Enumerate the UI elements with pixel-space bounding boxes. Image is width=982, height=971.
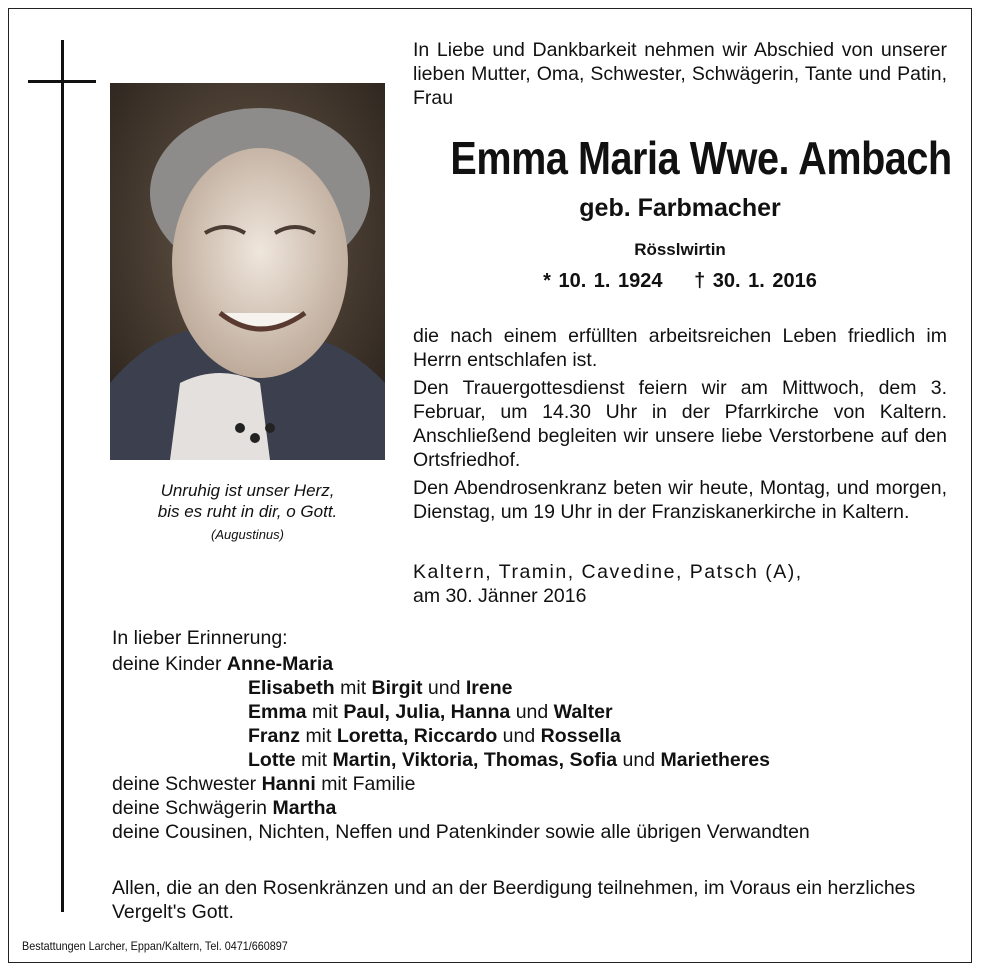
quote-line-2: bis es ruht in dir, o Gott. xyxy=(157,502,338,521)
sister-in-law-label: deine Schwägerin xyxy=(112,797,268,819)
child-line xyxy=(248,748,770,772)
intro-text: In Liebe und Dankbarkeit nehmen wir Abschied von unserer lieben Mutter, Oma, Schwester, Schwägerin, Tante und Patin, Frau xyxy=(413,39,947,109)
child-name: Franz xyxy=(248,725,301,747)
child-name: Anne-Maria xyxy=(226,653,334,675)
and-word: und xyxy=(622,749,656,771)
quote-author: (Augustinus) xyxy=(211,527,284,542)
quote xyxy=(110,480,385,522)
grandchildren-names: Martin, Viktoria, Thomas, Sofia xyxy=(332,749,618,771)
rosary-text: Den Abendrosenkranz beten wir heute, Montag, und morgen, Dienstag, um 19 Uhr in der Franziskanerkirche in Kaltern. xyxy=(413,477,947,523)
notice-date: am 30. Jänner 2016 xyxy=(413,585,587,607)
deceased-title: Rösslwirtin xyxy=(634,240,726,259)
and-word: und xyxy=(502,725,536,747)
birth-name: geb. Farbmacher xyxy=(579,194,781,222)
child-name: Emma xyxy=(248,701,307,723)
deceased-name: Emma Maria Wwe. Ambach xyxy=(450,132,952,184)
child-name: Lotte xyxy=(248,749,296,771)
child-line xyxy=(248,676,512,700)
birth-date: * 10. 1. 1924 xyxy=(543,270,663,292)
with-word: mit xyxy=(311,701,338,723)
child-line xyxy=(248,700,613,724)
places: Kaltern, Tramin, Cavedine, Patsch (A), xyxy=(413,561,803,583)
and-word: und xyxy=(427,677,461,699)
and-word: und xyxy=(515,701,549,723)
sister-name: Hanni xyxy=(261,773,316,795)
relatives-line: deine Cousinen, Nichten, Neffen und Patenkinder sowie alle übrigen Verwandten xyxy=(112,821,810,843)
with-word: mit xyxy=(340,677,367,699)
quote-line-1: Unruhig ist unser Herz, xyxy=(160,481,335,500)
funeral-service-text: Den Trauergottesdienst feiern wir am Mittwoch, dem 3. Februar, um 14.30 Uhr in der Pfarrkirche von Kaltern. Anschließend begleiten wir unsere liebe Verstorbene auf den Ortsfriedhof. xyxy=(413,377,947,471)
passing-text: die nach einem erfüllten arbeitsreichen Leben friedlich im Herrn entschlafen ist. xyxy=(413,325,947,371)
grandchild-name: Walter xyxy=(553,701,613,723)
life-dates xyxy=(413,270,947,293)
sister-suffix: mit Familie xyxy=(321,773,416,795)
children-label: deine Kinder xyxy=(112,653,222,675)
grandchildren-names: Loretta, Riccardo xyxy=(336,725,498,747)
grandchild-name: Marietheres xyxy=(660,749,770,771)
portrait-photo xyxy=(110,83,385,460)
death-date: † 30. 1. 2016 xyxy=(694,270,817,292)
cross-icon xyxy=(61,40,64,912)
cross-icon-bar xyxy=(28,80,96,83)
sister-line xyxy=(112,772,415,796)
sister-in-law-line xyxy=(112,796,336,820)
grandchildren-names: Birgit xyxy=(371,677,423,699)
grandchild-name: Rossella xyxy=(540,725,621,747)
sister-label: deine Schwester xyxy=(112,773,257,795)
grandchildren-names: Paul, Julia, Hanna xyxy=(343,701,511,723)
children-line xyxy=(112,652,333,676)
memory-heading: In lieber Erinnerung: xyxy=(112,627,288,649)
child-line xyxy=(248,724,621,748)
thanks-text: Allen, die an den Rosenkränzen und an der Beerdigung teilnehmen, im Voraus ein herzliches Vergelt's Gott. xyxy=(112,877,916,923)
child-name: Elisabeth xyxy=(248,677,335,699)
with-word: mit xyxy=(301,749,328,771)
with-word: mit xyxy=(305,725,332,747)
sister-in-law-name: Martha xyxy=(272,797,337,819)
grandchild-name: Irene xyxy=(465,677,513,699)
funeral-home-footer: Bestattungen Larcher, Eppan/Kaltern, Tel. 0471/660897 xyxy=(22,939,288,953)
